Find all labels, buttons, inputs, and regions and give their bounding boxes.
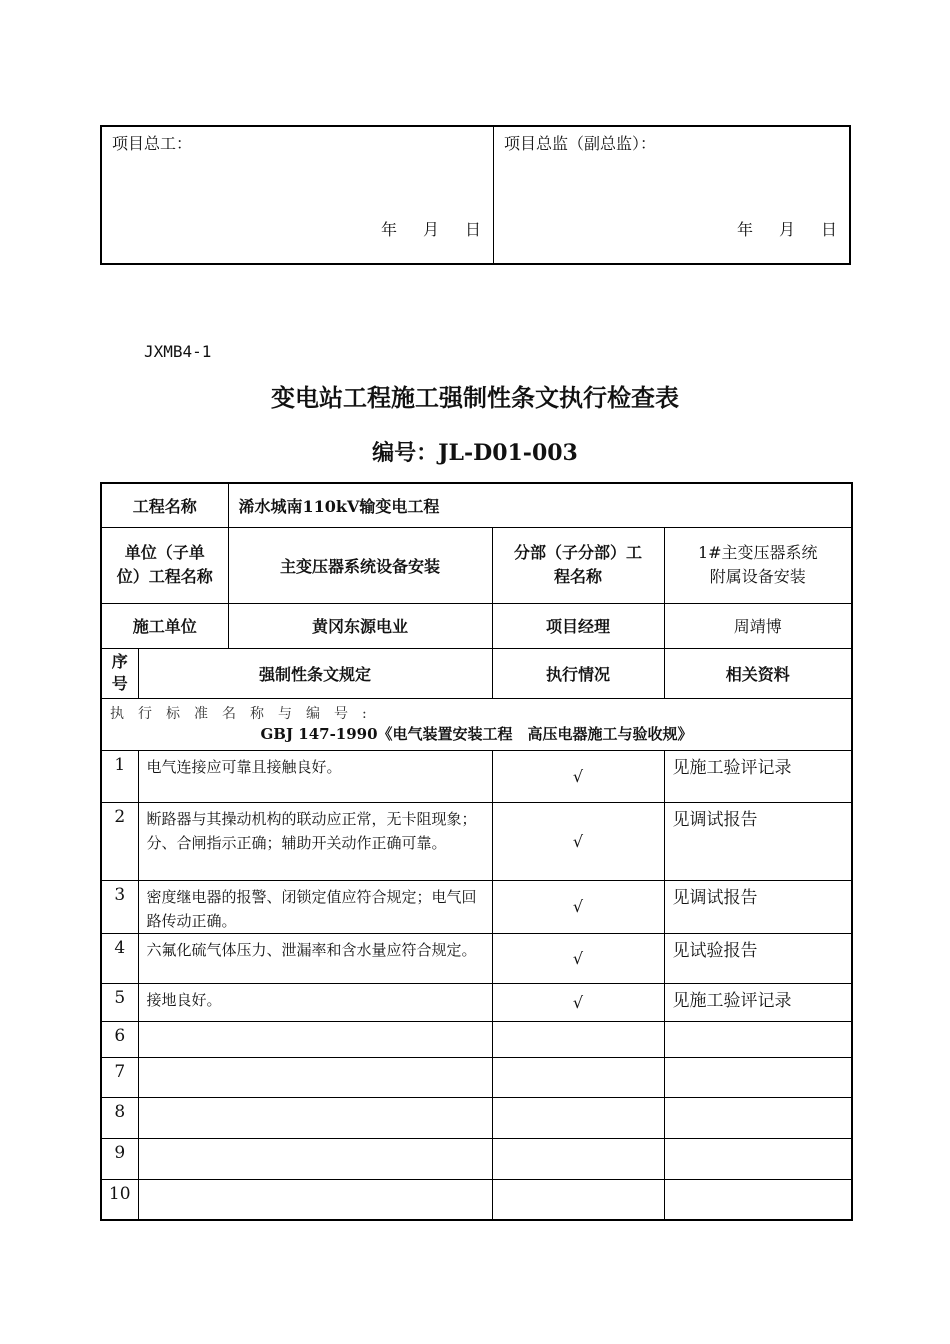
form-code: JXMB4-1 xyxy=(144,342,212,361)
row-reference: 见施工验评记录 xyxy=(664,750,852,802)
project-manager-value: 周靖博 xyxy=(664,603,852,648)
date-month: 月 xyxy=(422,220,439,239)
table-row xyxy=(101,983,852,1021)
row-reference xyxy=(664,1138,852,1179)
table-row xyxy=(101,1021,852,1057)
row-reference: 见调试报告 xyxy=(664,802,852,880)
document-number: 编号：JL-D01-003 xyxy=(372,440,578,466)
chief-supervisor-cell xyxy=(494,126,851,264)
rule-header: 强制性条文规定 xyxy=(138,648,492,698)
row-status: √ xyxy=(492,802,664,880)
row-number: 1 xyxy=(101,750,138,802)
chief-supervisor-label: 项目总监（副总监）： xyxy=(504,134,657,153)
table-row xyxy=(101,880,852,933)
date-day: 日 xyxy=(464,220,481,239)
row-rule: 六氟化硫气体压力、泄漏率和含水量应符合规定。 xyxy=(138,933,492,983)
row-number: 3 xyxy=(101,880,138,933)
signature-table xyxy=(100,125,851,265)
table-row xyxy=(101,1097,852,1138)
row-number: 2 xyxy=(101,802,138,880)
table-row xyxy=(101,1057,852,1097)
row-rule: 密度继电器的报警、闭锁定值应符合规定；电气回路传动正确。 xyxy=(138,880,492,933)
row-number: 4 xyxy=(101,933,138,983)
row-number: 7 xyxy=(101,1057,138,1097)
seq-header: 序号 xyxy=(101,648,138,698)
date-year: 年 xyxy=(380,220,397,239)
sub-part-label: 分部（子分部）工程名称 xyxy=(492,527,664,603)
chief-supervisor-date xyxy=(711,217,837,240)
date-year: 年 xyxy=(736,220,753,239)
row-rule xyxy=(138,1021,492,1057)
chief-engineer-label: 项目总工： xyxy=(112,134,193,153)
row-status xyxy=(492,1021,664,1057)
sub-part-value: 1#主变压器系统附属设备安装 xyxy=(664,527,852,603)
project-name-label: 工程名称 xyxy=(101,483,228,527)
unit-project-label: 单位（子单位）工程名称 xyxy=(101,527,228,603)
row-status: √ xyxy=(492,750,664,802)
contractor-label: 施工单位 xyxy=(101,603,228,648)
row-rule xyxy=(138,1179,492,1220)
row-rule xyxy=(138,1097,492,1138)
chief-engineer-date xyxy=(355,217,481,240)
unit-project-value: 主变压器系统设备安装 xyxy=(228,527,492,603)
row-number: 10 xyxy=(101,1179,138,1220)
row-reference xyxy=(664,1097,852,1138)
rule-rows xyxy=(101,750,852,1220)
row-reference: 见调试报告 xyxy=(664,880,852,933)
row-status xyxy=(492,1138,664,1179)
row-reference: 见试验报告 xyxy=(664,933,852,983)
document-title: 变电站工程施工强制性条文执行检查表 xyxy=(271,384,679,412)
project-manager-label: 项目经理 xyxy=(492,603,664,648)
reference-header: 相关资料 xyxy=(664,648,852,698)
row-rule: 接地良好。 xyxy=(138,983,492,1021)
row-status: √ xyxy=(492,933,664,983)
inspection-table xyxy=(100,482,853,1221)
row-status: √ xyxy=(492,983,664,1021)
row-status xyxy=(492,1097,664,1138)
chief-engineer-cell xyxy=(101,126,494,264)
row-status xyxy=(492,1179,664,1220)
standard-cell xyxy=(101,698,852,750)
contractor-value: 黄冈东源电业 xyxy=(228,603,492,648)
row-status xyxy=(492,1057,664,1097)
date-month: 月 xyxy=(778,220,795,239)
row-status: √ xyxy=(492,880,664,933)
row-number: 9 xyxy=(101,1138,138,1179)
row-number: 8 xyxy=(101,1097,138,1138)
standard-value: GBJ 147-1990《电气装置安装工程 高压电器施工与验收规》 xyxy=(260,724,693,743)
table-row xyxy=(101,933,852,983)
table-row xyxy=(101,802,852,880)
row-number: 6 xyxy=(101,1021,138,1057)
row-reference xyxy=(664,1021,852,1057)
standard-label: 执行标准名称与编号: xyxy=(110,705,381,722)
row-number: 5 xyxy=(101,983,138,1021)
row-rule xyxy=(138,1138,492,1179)
status-header: 执行情况 xyxy=(492,648,664,698)
row-rule: 电气连接应可靠且接触良好。 xyxy=(138,750,492,802)
table-row xyxy=(101,1179,852,1220)
table-row xyxy=(101,750,852,802)
project-name-value: 浠水城南110kV输变电工程 xyxy=(228,483,852,527)
row-reference xyxy=(664,1179,852,1220)
table-row xyxy=(101,1138,852,1179)
row-reference: 见施工验评记录 xyxy=(664,983,852,1021)
date-day: 日 xyxy=(820,220,837,239)
row-rule xyxy=(138,1057,492,1097)
row-reference xyxy=(664,1057,852,1097)
row-rule: 断路器与其操动机构的联动应正常，无卡阻现象；分、合闸指示正确；辅助开关动作正确可靠。 xyxy=(138,802,492,880)
